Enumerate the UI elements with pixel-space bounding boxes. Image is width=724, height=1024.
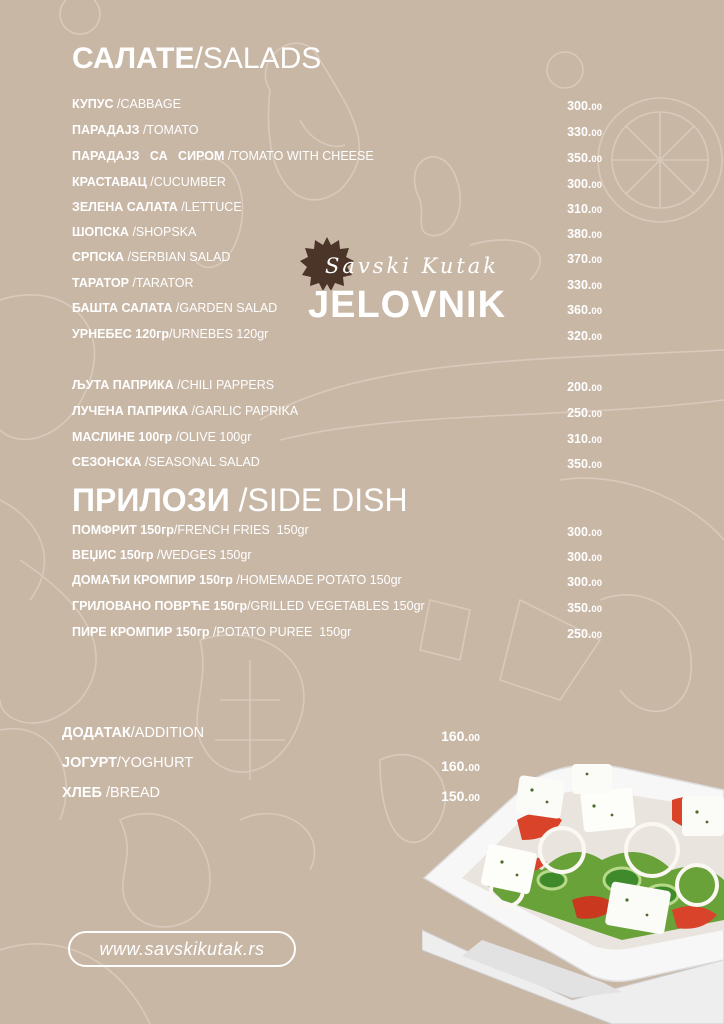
menu-item-homemade-potato: ДОМАЋИ КРОМПИР 150гр /HOMEMADE POTATO 150gr 300.00: [72, 570, 602, 590]
price: 150.00: [441, 788, 480, 804]
price: 350.00: [567, 601, 602, 615]
menu-item-garden-salad: БАШТА САЛАТА /GARDEN SALAD 360.00: [72, 298, 602, 318]
logo-script-text: Savski Kutak: [324, 254, 500, 278]
price: 160.00: [441, 728, 480, 744]
price: 160.00: [441, 758, 480, 774]
menu-item-grilled-vegetables: ГРИЛОВАНО ПОВРЋЕ 150гр/GRILLED VEGETABLES 150gr 350.00: [72, 596, 602, 616]
side-dish-title-cyrillic: ПРИЛОЗИ: [72, 482, 230, 518]
price: 380.00: [567, 227, 602, 241]
menu-item-serbian-salad: СРПСКА /SERBIAN SALAD 370.00: [72, 247, 602, 267]
menu-item-seasonal-salad: СЕЗОНСКА /SEASONAL SALAD 350.00: [72, 452, 602, 472]
restaurant-logo: [300, 236, 510, 328]
menu-item-tarator: ТАРАТОР /TARATOR 330.00: [72, 273, 602, 293]
salads-title: [72, 44, 321, 74]
menu-item-garlic-paprika: ЛУЧЕНА ПАПРИКА /GARLIC PAPRIKA 250.00: [72, 401, 602, 421]
price: 300.00: [567, 550, 602, 564]
menu-item-yoghurt: ЈОГУРТ/YOGHURT 160.00: [62, 752, 480, 774]
price: 350.00: [567, 457, 602, 471]
price: 300.00: [567, 575, 602, 589]
price: 350.00: [567, 151, 602, 165]
menu-item-tomato: ПАРАДАЈЗ /TOMATO 330.00: [72, 120, 602, 140]
price: 370.00: [567, 252, 602, 266]
price: 330.00: [567, 125, 602, 139]
website-link[interactable]: www.savskikutak.rs: [68, 931, 296, 967]
price: 330.00: [567, 278, 602, 292]
menu-item-tomato-with-cheese: ПАРАДАЈЗ СА СИРОМ /TOMATO WITH CHEESE 350.00: [72, 146, 602, 166]
menu-item-french-fries: ПОМФРИТ 150гр/FRENCH FRIES 150gr 300.00: [72, 520, 602, 540]
price: 250.00: [567, 406, 602, 420]
logo-wordmark: JELOVNIK: [307, 284, 507, 326]
menu-item-potato-puree: ПИРЕ КРОМПИР 150гр /POTATO PUREE 150gr 250.00: [72, 622, 602, 642]
price: 300.00: [567, 99, 602, 113]
menu-item-urnebes: УРНЕБЕС 120гр/URNEBES 120gr 320.00: [72, 324, 602, 344]
price: 310.00: [567, 432, 602, 446]
menu-item-bread: ХЛЕБ /BREAD 150.00: [62, 782, 480, 804]
price: 320.00: [567, 329, 602, 343]
menu-item-cucumber: КРАСТАВАЦ /CUCUMBER 300.00: [72, 172, 602, 192]
price: 250.00: [567, 627, 602, 641]
menu-item-lettuce: ЗЕЛЕНА САЛАТА /LETTUCE 310.00: [72, 197, 602, 217]
salads-title-latin: /SALADS: [194, 42, 322, 75]
menu-item-addition: ДОДАТАК/ADDITION 160.00: [62, 722, 480, 744]
menu-item-chili-pappers: ЉУТА ПАПРИКА /CHILI PAPPERS 200.00: [72, 375, 602, 395]
menu-item-wedges: ВЕЏИС 150гр /WEDGES 150gr 300.00: [72, 545, 602, 565]
menu-item-olive: МАСЛИНЕ 100гр /OLIVE 100gr 310.00: [72, 427, 602, 447]
salad-bowl-image: [422, 760, 724, 1024]
price: 300.00: [567, 177, 602, 191]
salads-title-cyrillic: САЛАТЕ: [72, 42, 195, 75]
price: 300.00: [567, 525, 602, 539]
price: 200.00: [567, 380, 602, 394]
menu-item-cabbage: КУПУС /CABBAGE 300.00: [72, 94, 602, 114]
price: 310.00: [567, 202, 602, 216]
side-dish-title-latin: /SIDE DISH: [238, 482, 408, 518]
price: 360.00: [567, 303, 602, 317]
menu-item-shopska: ШОПСКА /SHOPSKA 380.00: [72, 222, 602, 242]
side-dish-title: [72, 484, 408, 516]
